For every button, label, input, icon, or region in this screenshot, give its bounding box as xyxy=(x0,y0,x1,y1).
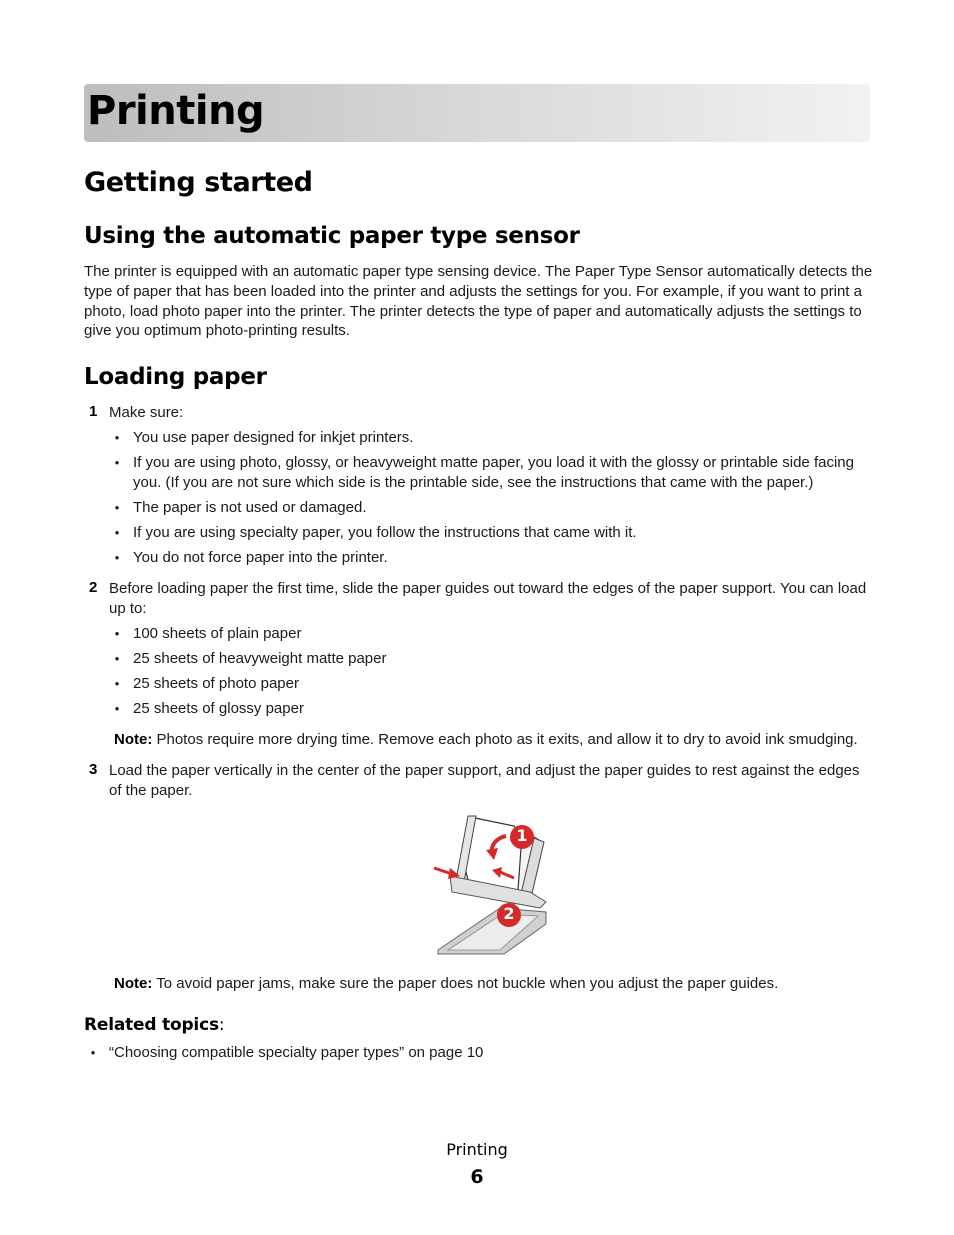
bullet-icon: • xyxy=(114,701,120,716)
list-item-text: 25 sheets of heavyweight matte paper xyxy=(133,650,387,667)
note-text: Photos require more drying time. Remove each photo as it exits, and allow it to dry to avoid ink smudging. xyxy=(152,731,858,748)
bullet-icon: • xyxy=(114,550,120,565)
footer-chapter-label: Printing xyxy=(446,1140,508,1159)
list-item xyxy=(112,674,872,694)
bullet-icon: • xyxy=(114,430,120,445)
list-item-text: 100 sheets of plain paper xyxy=(133,625,302,642)
list-item-text: You use paper designed for inkjet printers. xyxy=(133,429,414,446)
bullet-icon: • xyxy=(114,676,120,691)
chapter-title: Printing xyxy=(87,88,265,134)
printer-paper-support-drawing xyxy=(430,812,550,957)
paper-loading-illustration xyxy=(430,812,550,957)
list-item-text: If you are using specialty paper, you follow the instructions that came with it. xyxy=(133,524,637,541)
list-item xyxy=(112,699,872,719)
note-drying-time xyxy=(114,730,879,750)
bullet-icon: • xyxy=(114,525,120,540)
related-topics-colon: : xyxy=(218,1015,225,1035)
callout-1-label: 1 xyxy=(516,826,528,845)
list-item xyxy=(112,649,872,669)
note-label: Note: xyxy=(114,731,153,748)
list-item xyxy=(112,548,872,568)
step-1-text: Make sure: xyxy=(109,404,184,421)
list-item-text: If you are using photo, glossy, or heavyweight matte paper, you load it with the glossy or printable side facing you. (If you are not sure which side is the printable side, see the instructions that came with the paper.) xyxy=(133,454,854,491)
note-paper-jams xyxy=(114,974,879,994)
step-number-3: 3 xyxy=(89,761,98,778)
step-3-text: Load the paper vertically in the center of the paper support, and adjust the paper guides to rest against the edges of the paper. xyxy=(109,762,860,799)
step-number-2: 2 xyxy=(89,579,98,596)
list-item-text: The paper is not used or damaged. xyxy=(133,499,367,516)
bullet-icon: • xyxy=(114,651,120,666)
note-text: To avoid paper jams, make sure the paper does not buckle when you adjust the paper guides. xyxy=(152,975,779,992)
list-item-text: 25 sheets of glossy paper xyxy=(133,700,304,717)
related-topics-heading xyxy=(84,1015,224,1035)
related-topic-item[interactable] xyxy=(88,1043,848,1063)
list-item xyxy=(112,498,872,518)
list-item xyxy=(112,624,872,644)
section-heading-getting-started: Getting started xyxy=(84,167,313,198)
step-number-1: 1 xyxy=(89,403,98,420)
bullet-icon: • xyxy=(114,455,120,470)
list-item xyxy=(112,428,872,448)
related-topic-link[interactable]: “Choosing compatible specialty paper types” on page 10 xyxy=(109,1044,484,1061)
sensor-paragraph: The printer is equipped with an automatic paper type sensing device. The Paper Type Sensor automatically detects the type of paper that has been loaded into the printer and adjusts the settings for you. For example, if you want to print a photo, load photo paper into the printer. The printer detects the type of paper and automatically adjusts the settings to give you optimum photo-printing results. xyxy=(84,263,873,340)
step-2-text: Before loading paper the first time, slide the paper guides out toward the edges of the paper support. You can load up to: xyxy=(109,580,867,617)
related-topics-label: Related topics xyxy=(84,1015,219,1035)
callout-2-label: 2 xyxy=(503,904,515,923)
subsection-heading-loading-paper: Loading paper xyxy=(84,364,267,390)
list-item xyxy=(112,453,872,493)
chapter-title-banner xyxy=(84,84,870,142)
list-item-text: 25 sheets of photo paper xyxy=(133,675,299,692)
note-label: Note: xyxy=(114,975,153,992)
bullet-icon: • xyxy=(90,1045,96,1060)
list-item xyxy=(112,523,872,543)
subsection-heading-sensor: Using the automatic paper type sensor xyxy=(84,223,580,249)
list-item-text: You do not force paper into the printer. xyxy=(133,549,388,566)
bullet-icon: • xyxy=(114,626,120,641)
footer-page-number: 6 xyxy=(470,1166,484,1188)
bullet-icon: • xyxy=(114,500,120,515)
